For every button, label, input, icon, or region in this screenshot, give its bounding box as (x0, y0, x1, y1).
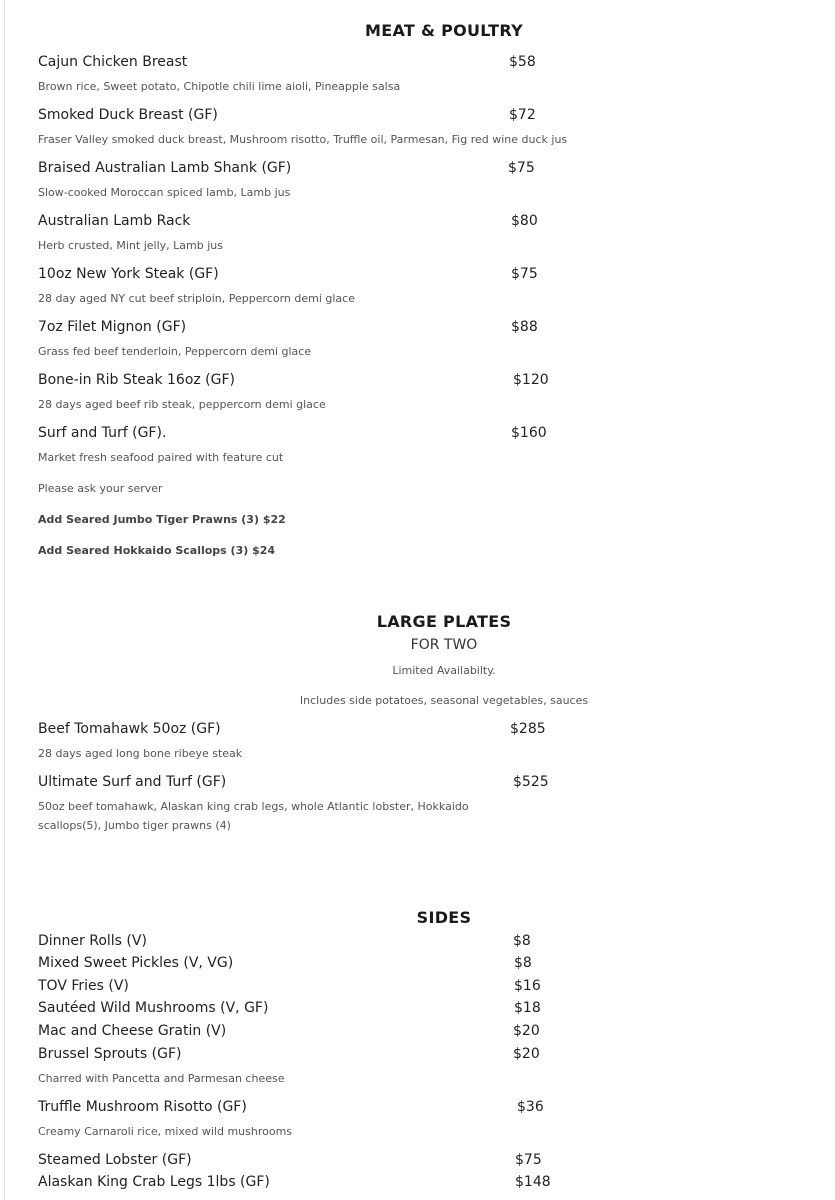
menu-item-name: Braised Australian Lamb Shank (GF) (38, 160, 292, 176)
page-edge (4, 0, 5, 1200)
section-subheading: FOR TWO (410, 637, 478, 653)
menu-item-description: 28 days aged beef rib steak, peppercorn demi glace (38, 398, 326, 411)
side-item-price: $148 (515, 1174, 551, 1190)
side-item-description: Creamy Carnaroli rice, mixed wild mushrooms (38, 1125, 293, 1138)
side-item-price: $18 (514, 1000, 541, 1016)
menu-item-price: $80 (511, 213, 538, 229)
menu-item-name: Bone-in Rib Steak 16oz (GF) (38, 372, 236, 388)
side-item-name: Steamed Lobster (GF) (38, 1152, 192, 1168)
menu-item-name: 7oz Filet Mignon (GF) (38, 319, 187, 335)
includes-note: Includes side potatoes, seasonal vegetables, sauces (299, 694, 589, 707)
menu-item-name: Beef Tomahawk 50oz (GF) (38, 721, 221, 737)
side-item-price: $8 (513, 933, 531, 949)
menu-item-price: $160 (511, 425, 547, 441)
menu-item-name: Australian Lamb Rack (38, 213, 191, 229)
side-item-price: $36 (517, 1099, 544, 1115)
menu-item-description: 28 day aged NY cut beef striploin, Peppercorn demi glace (38, 292, 355, 305)
ask-server-note: Please ask your server (38, 482, 163, 495)
menu-item-price: $285 (510, 721, 546, 737)
side-item-description: Charred with Pancetta and Parmesan cheese (38, 1072, 285, 1085)
menu-item-description: 28 days aged long bone ribeye steak (38, 747, 243, 760)
side-item-name: Brussel Sprouts (GF) (38, 1046, 182, 1062)
menu-item-description: Fraser Valley smoked duck breast, Mushroom risotto, Truffle oil, Parmesan, Fig red wine duck jus (38, 133, 568, 146)
availability-note: Limited Availabilty. (392, 664, 496, 677)
side-item-name: TOV Fries (V) (38, 978, 129, 994)
menu-item-name: Ultimate Surf and Turf (GF) (38, 774, 227, 790)
menu-item-name: Cajun Chicken Breast (38, 54, 188, 70)
menu-item-name: 10oz New York Steak (GF) (38, 266, 219, 282)
menu-item-price: $120 (513, 372, 549, 388)
side-item-price: $75 (515, 1152, 542, 1168)
menu-item-description: 50oz beef tomahawk, Alaskan king crab legs, whole Atlantic lobster, Hokkaido scallops(5), Jumbo tiger prawns (4) (38, 800, 469, 832)
side-item-price: $20 (513, 1046, 540, 1062)
menu-item-price: $75 (511, 266, 538, 282)
menu-item-price: $75 (508, 160, 535, 176)
menu-item-price: $88 (511, 319, 538, 335)
addon-scallops: Add Seared Hokkaido Scallops (3) $24 (38, 544, 276, 557)
menu-item-description: Market fresh seafood paired with feature cut (38, 451, 284, 464)
side-item-name: Mac and Cheese Gratin (V) (38, 1023, 227, 1039)
section-heading-sides: SIDES (416, 908, 472, 927)
side-item-name: Truffle Mushroom Risotto (GF) (38, 1099, 247, 1115)
menu-item-name: Surf and Turf (GF). (38, 425, 167, 441)
menu-item-price: $58 (509, 54, 536, 70)
addon-prawns: Add Seared Jumbo Tiger Prawns (3) $22 (38, 513, 286, 526)
menu-item-description: Herb crusted, Mint jelly, Lamb jus (38, 239, 223, 252)
section-heading-meat: MEAT & POULTRY (364, 21, 524, 40)
menu-item-name: Smoked Duck Breast (GF) (38, 107, 218, 123)
side-item-price: $20 (513, 1023, 540, 1039)
side-item-name: Dinner Rolls (V) (38, 933, 147, 949)
side-item-price: $8 (514, 955, 532, 971)
menu-item-description: Brown rice, Sweet potato, Chipotle chili lime aioli, Pineapple salsa (38, 80, 401, 93)
side-item-price: $16 (514, 978, 541, 994)
section-heading-large-plates: LARGE PLATES (376, 612, 512, 631)
side-item-name: Alaskan King Crab Legs 1lbs (GF) (38, 1174, 270, 1190)
menu-item-description: Slow-cooked Moroccan spiced lamb, Lamb jus (38, 186, 291, 199)
menu-item-description: Grass fed beef tenderloin, Peppercorn demi glace (38, 345, 312, 358)
menu-item-price: $72 (509, 107, 536, 123)
side-item-name: Sautéed Wild Mushrooms (V, GF) (38, 1000, 269, 1016)
side-item-name: Mixed Sweet Pickles (V, VG) (38, 955, 234, 971)
menu-item-price: $525 (513, 774, 549, 790)
